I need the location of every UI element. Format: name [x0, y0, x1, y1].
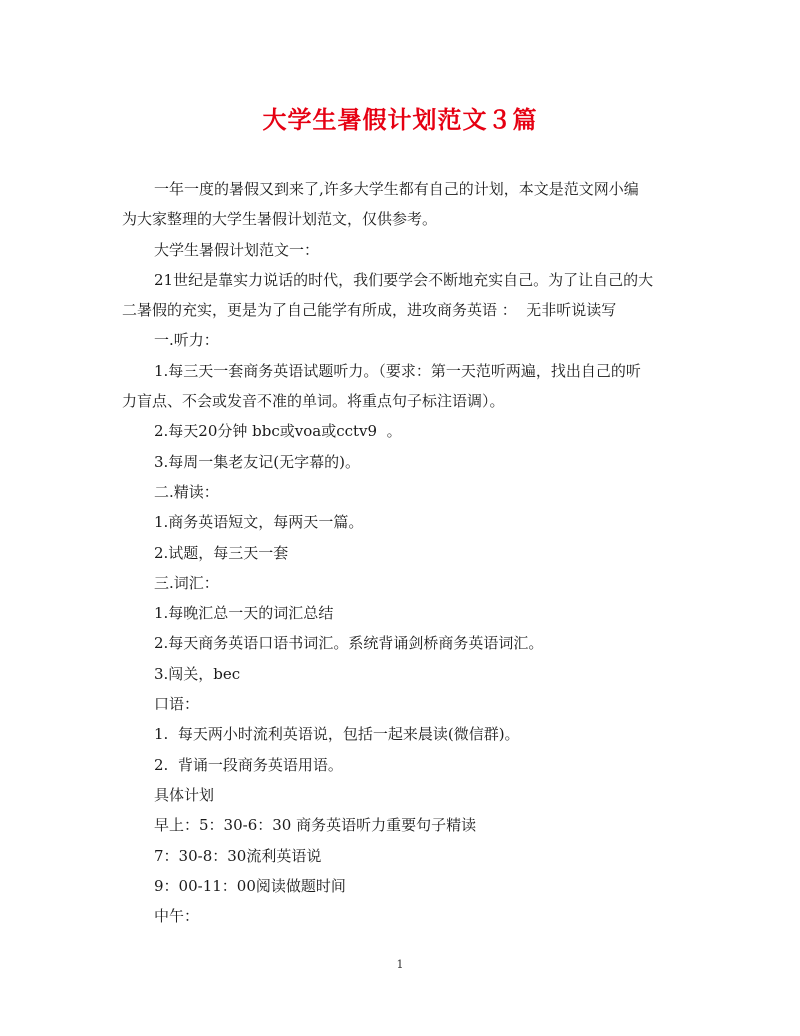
section-heading-speaking: 口语： — [154, 695, 200, 714]
list-item-vocabulary-2: 2.每天商务英语口语书词汇。系统背诵剑桥商务英语词汇。 — [154, 634, 544, 653]
list-item-listening-3: 3.每周一集老友记(无字幕的)。 — [154, 452, 361, 471]
schedule-item-7-30: 7：30-8：30流利英语说 — [154, 846, 322, 865]
section-heading-detailed-plan: 具体计划 — [154, 785, 215, 804]
section-heading-listening: 一.听力： — [154, 331, 219, 350]
list-item-listening-1-line-2: 力盲点、不会或发音不准的单词。将重点句子标注语调）。 — [122, 392, 505, 411]
schedule-item-noon: 中午： — [154, 907, 200, 926]
document-body — [122, 174, 682, 931]
list-item-vocabulary-3: 3.闯关，bec — [154, 664, 241, 683]
paragraph-plan-intro-line-2: 二暑假的充实，更是为了自己能学有所成，进攻商务英语 ： 无非听说读写 — [122, 301, 617, 320]
list-item-listening-2: 2.每天20分钟 bbc或voa或cctv9 。 — [154, 422, 402, 441]
section-heading-vocabulary: 三.词汇： — [154, 573, 219, 592]
paragraph-intro-line-1: 一年一度的暑假又到来了,许多大学生都有自己的计划，本文是范文网小编 — [154, 180, 639, 198]
list-item-speaking-2: 2. 背诵一段商务英语用语。 — [154, 755, 343, 774]
section-heading-reading: 二.精读： — [154, 482, 219, 501]
page-number: 1 — [396, 958, 404, 971]
schedule-item-morning: 早上：5：30-6：30 商务英语听力重要句子精读 — [154, 816, 477, 835]
list-item-reading-1: 1.商务英语短文，每两天一篇。 — [154, 513, 364, 532]
paragraph-plan-intro-line-1: 21世纪是靠实力说话的时代，我们要学会不断地充实自己。为了让自己的大 — [154, 270, 654, 289]
list-item-listening-1-line-1: 1.每三天一套商务英语试题听力。（要求：第一天范听两遍，找出自己的听 — [154, 361, 641, 380]
document-title: 大学生暑假计划范文３篇 — [262, 105, 538, 134]
section-heading-plan-1: 大学生暑假计划范文一： — [154, 240, 320, 259]
list-item-vocabulary-1: 1.每晚汇总一天的词汇总结 — [154, 604, 334, 623]
list-item-speaking-1: 1. 每天两小时流利英语说，包括一起来晨读(微信群)。 — [154, 725, 520, 744]
paragraph-intro-line-2: 为大家整理的大学生暑假计划范文，仅供参考。 — [122, 210, 438, 229]
list-item-reading-2: 2.试题，每三天一套 — [154, 543, 289, 562]
schedule-item-9-00: 9：00-11：00阅读做题时间 — [154, 876, 346, 895]
